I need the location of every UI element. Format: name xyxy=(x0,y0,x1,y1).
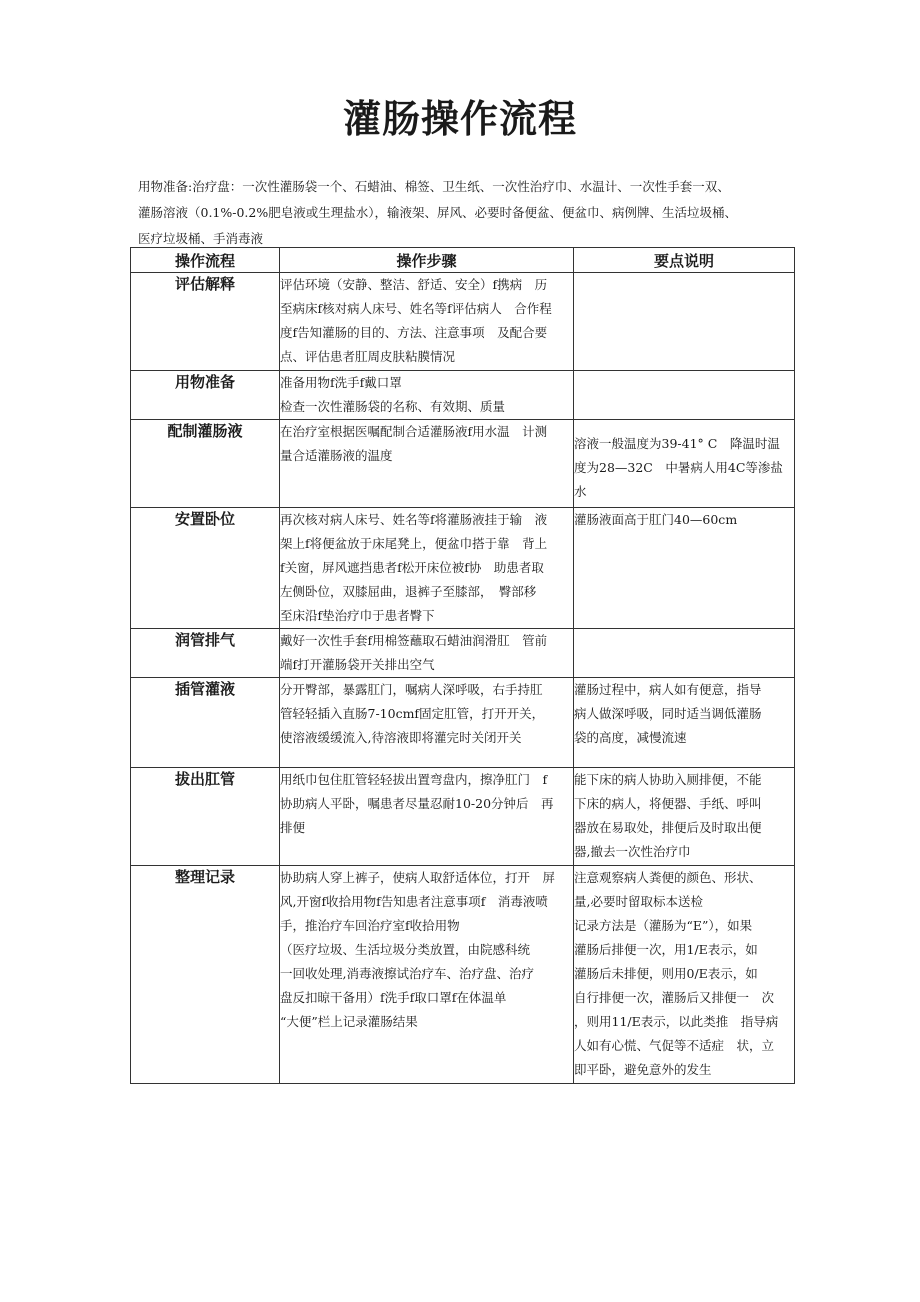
step-cell xyxy=(280,273,574,371)
note-cell xyxy=(574,273,795,371)
step-cell xyxy=(280,866,574,1084)
step-line: 再次核对病人床号、姓名等f将灌肠液挂于输 液 xyxy=(280,512,548,527)
stage-name: 整理记录 xyxy=(131,866,280,1084)
note-cell xyxy=(574,508,795,629)
note-cell xyxy=(574,678,795,768)
step-line: 戴好一次性手套f用棉签蘸取石蜡油润滑肛 管前 xyxy=(280,633,548,648)
note-line: 灌肠后未排便，则用0/E表示，如 xyxy=(574,966,758,981)
note-line: 灌肠过程中，病人如有便意，指导 xyxy=(574,682,762,697)
step-line: 盘反扣晾干备用）f洗手f取口罩f在体温单 xyxy=(280,990,507,1005)
step-cell xyxy=(280,678,574,768)
note-cell xyxy=(574,629,795,678)
note-line: 能下床的病人协助入厕排便，不能 xyxy=(574,772,762,787)
step-line: 在治疗室根据医嘱配制合适灌肠液f用水温 计测 xyxy=(280,424,548,439)
step-line: 准备用物f洗手f戴口罩 xyxy=(280,375,402,390)
step-line: 使溶液缓缓流入,待溶液即将灌完时关闭开关 xyxy=(280,730,522,745)
step-line: 点、评估患者肛周皮肤粘膜情况 xyxy=(280,349,456,364)
step-cell xyxy=(280,768,574,866)
step-line: 风,开窗f收拾用物f告知患者注意事项f 消毒液喷 xyxy=(280,894,548,909)
note-line: 器放在易取处，排便后及时取出便 xyxy=(574,820,762,835)
note-line: 人如有心慌、气促等不适症 状，立 xyxy=(574,1038,775,1053)
header-notes: 要点说明 xyxy=(574,248,795,273)
table-row xyxy=(131,420,795,508)
stage-name: 安置卧位 xyxy=(131,508,280,629)
step-cell xyxy=(280,371,574,420)
step-line: 评估环境（安静、整洁、舒适、安全）f携病 历 xyxy=(280,277,548,292)
note-cell xyxy=(574,420,795,508)
note-line: 注意观察病人粪便的颜色、形状、 xyxy=(574,870,762,885)
step-line: 协助病人穿上裤子，使病人取舒适体位，打开 屏 xyxy=(280,870,556,885)
step-line: 至床沿f垫治疗巾于患者臀下 xyxy=(280,608,435,623)
note-line: 灌肠液面高于肛门40—60cm xyxy=(574,512,738,527)
supplies-line: 灌肠溶液（0.1%-0.2%肥皂液或生理盐水），输液架、屏风、必要时备便盆、便盆巾、病例牌、生活垃圾桶、 xyxy=(138,205,737,220)
step-line: 架上f将便盆放于床尾凳上，便盆巾搭于靠 背上 xyxy=(280,536,548,551)
step-line: （医疗垃圾、生活垃圾分类放置，由院感科统 xyxy=(280,942,531,957)
note-line: 下床的病人，将便器、手纸、呼叫 xyxy=(574,796,762,811)
note-line: 袋的高度，减慢流速 xyxy=(574,730,687,745)
note-line: 度为28—32C 中暑病人用4C等渗盐 xyxy=(574,460,783,475)
supplies-paragraph xyxy=(138,174,798,252)
stage-name: 评估解释 xyxy=(131,273,280,371)
step-line: 度f告知灌肠的目的、方法、注意事项 及配合要 xyxy=(280,325,548,340)
stage-name: 润管排气 xyxy=(131,629,280,678)
note-line: 水 xyxy=(574,484,587,499)
note-line: 溶液一般温度为39-41° C 降温时温 xyxy=(574,436,780,451)
note-cell xyxy=(574,866,795,1084)
note-line: 即平卧，避免意外的发生 xyxy=(574,1062,712,1077)
step-line: 管轻轻插入直肠7-10cmf固定肛管，打开开关， xyxy=(280,706,545,721)
stage-name: 插管灌液 xyxy=(131,678,280,768)
note-cell xyxy=(574,371,795,420)
note-line: ，则用11/E表示，以此类推 指导病 xyxy=(574,1014,779,1029)
supplies-line: 医疗垃圾桶、手消毒液 xyxy=(138,231,264,246)
note-line: 器,撤去一次性治疗巾 xyxy=(574,844,691,859)
step-cell xyxy=(280,629,574,678)
step-line: 至病床f核对病人床号、姓名等f评估病人 合作程 xyxy=(280,301,552,316)
stage-name: 配制灌肠液 xyxy=(131,420,280,508)
step-line: 左侧卧位，双膝屈曲，退裤子至膝部， 臀部移 xyxy=(280,584,537,599)
table-row xyxy=(131,371,795,420)
step-cell xyxy=(280,420,574,508)
step-line: 一回收处理,消毒液擦试治疗车、治疗盘、治疗 xyxy=(280,966,534,981)
table-row xyxy=(131,866,795,1084)
note-cell xyxy=(574,768,795,866)
procedure-table xyxy=(130,247,795,1084)
step-line: 排便 xyxy=(280,820,306,835)
step-line: 检查一次性灌肠袋的名称、有效期、质量 xyxy=(280,399,506,414)
note-line: 量,必要时留取标本送检 xyxy=(574,894,703,909)
note-line: 自行排便一次，灌肠后又排便一 次 xyxy=(574,990,775,1005)
stage-name: 拔出肛管 xyxy=(131,768,280,866)
table-row xyxy=(131,273,795,371)
step-line: 协助病人平卧，嘱患者尽量忍耐10-20分钟后 再 xyxy=(280,796,554,811)
note-line: 灌肠后排便一次，用1/E表示，如 xyxy=(574,942,758,957)
note-line: 病人做深呼吸，同时适当调低灌肠 xyxy=(574,706,762,721)
note-line: 记录方法是（灌肠为“E”），如果 xyxy=(574,918,753,933)
step-cell xyxy=(280,508,574,629)
table-row xyxy=(131,508,795,629)
table-row xyxy=(131,629,795,678)
header-steps: 操作步骤 xyxy=(280,248,574,273)
step-line: 用纸巾包住肛管轻轻拔出置弯盘内，擦净肛门 f xyxy=(280,772,548,787)
table-row xyxy=(131,678,795,768)
header-stage: 操作流程 xyxy=(131,248,280,273)
step-line: 分开臀部，暴露肛门，嘱病人深呼吸，右手持肛 xyxy=(280,682,543,697)
stage-name: 用物准备 xyxy=(131,371,280,420)
table-row xyxy=(131,768,795,866)
page-title: 灌肠操作流程 xyxy=(342,97,577,141)
step-line: “大便”栏上记录灌肠结果 xyxy=(280,1014,418,1029)
step-line: f关窗，屏风遮挡患者f松开床位被f协 助患者取 xyxy=(280,560,544,575)
step-line: 量合适灌肠液的温度 xyxy=(280,448,393,463)
step-line: 手，推治疗车回治疗室f收拾用物 xyxy=(280,918,460,933)
supplies-line: 用物准备:治疗盘：一次性灌肠袋一个、石蜡油、棉签、卫生纸、一次性治疗巾、水温计、一次性手套一双、 xyxy=(138,179,730,194)
table-header-row xyxy=(131,248,795,273)
step-line: 端f打开灌肠袋开关排出空气 xyxy=(280,657,435,672)
